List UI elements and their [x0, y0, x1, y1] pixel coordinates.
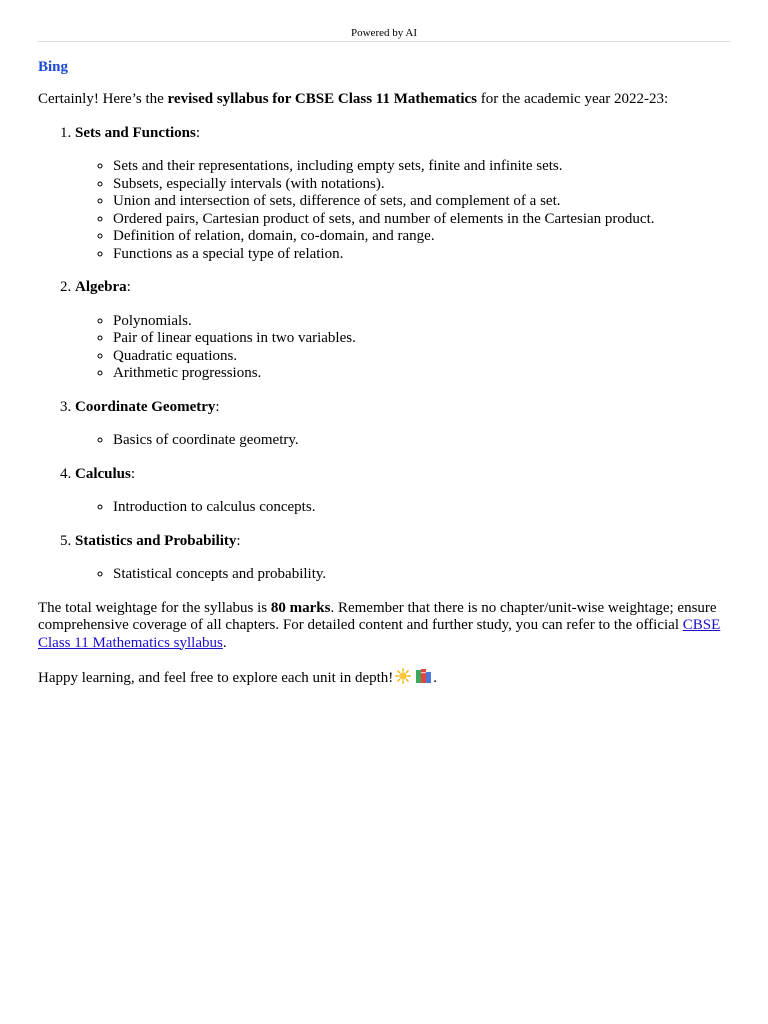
unit-list	[38, 125, 730, 584]
unit-item: 4. Calculus: ◦ Introduction to calculus concepts.	[75, 466, 730, 517]
topic-item: ◦ Statistical concepts and probability.	[113, 566, 730, 584]
closing-end: .	[433, 670, 438, 686]
topic-list	[75, 432, 730, 450]
topic-item: ◦ Polynomials.	[113, 313, 730, 331]
intro-bold: revised syllabus for CBSE Class 11 Mathematics	[167, 91, 478, 107]
unit-item: 2. Algebra: ◦ Polynomials. ◦ Pair of linear equations in two variables. ◦ Quadratic equations. ◦ Arithmetic progressions.	[75, 279, 730, 383]
author-label: Bing	[38, 59, 69, 75]
unit-item: 5. Statistics and Probability: ◦ Statistical concepts and probability.	[75, 533, 730, 584]
unit-item: 3. Coordinate Geometry: ◦ Basics of coordinate geometry.	[75, 399, 730, 450]
intro-paragraph	[38, 91, 730, 109]
topic-item: ◦ Arithmetic progressions.	[113, 365, 730, 383]
unit-item: 1. Sets and Functions: ◦ Sets and their representations, including empty sets, finite and infinite sets. ◦ Subsets, especially intervals (with notations). ◦ Union and intersection of sets, difference of sets, and complement of a set. ◦ Ordered pairs, Cartesian product of sets, and number of elements in the Cartesian product. ◦ Definition of relation, domain, co-domain, and range. ◦ Functions as a special type of relation.	[75, 125, 730, 264]
weightage-marks: 80 marks	[270, 599, 331, 616]
topic-item: ◦ Introduction to calculus concepts.	[113, 499, 730, 517]
topic-list	[75, 313, 730, 383]
topic-item: ◦ Sets and their representations, including empty sets, finite and infinite sets.	[113, 158, 730, 176]
topic-item: ◦ Union and intersection of sets, difference of sets, and complement of a set.	[113, 193, 730, 211]
topic-item: ◦ Subsets, especially intervals (with notations).	[113, 176, 730, 194]
sun-icon	[395, 668, 411, 684]
topic-item: ◦ Functions as a special type of relation.	[113, 246, 730, 264]
intro-text: Certainly! Here’s the	[38, 91, 168, 107]
topic-item: ◦ Ordered pairs, Cartesian product of sets, and number of elements in the Cartesian product.	[113, 211, 730, 229]
topic-list	[75, 158, 730, 263]
powered-by-header: Powered by AI	[38, 26, 730, 42]
weightage-paragraph	[38, 600, 730, 653]
books-icon	[415, 668, 432, 684]
weightage-note: . Remember that there is no chapter/unit-wise weightage; ensure comprehensive coverage of all chapters. For detailed content and further study, you can refer to the official	[38, 599, 717, 633]
topic-item: ◦ Quadratic equations.	[113, 348, 730, 366]
closing-text: Happy learning, and feel free to explore each unit in depth!	[38, 670, 394, 686]
intro-text-end: for the academic year 2022-23:	[477, 91, 669, 107]
unit-title: Sets and Functions	[75, 124, 196, 141]
topic-list	[75, 499, 730, 517]
unit-title: Coordinate Geometry	[75, 398, 216, 415]
topic-item: ◦ Basics of coordinate geometry.	[113, 432, 730, 450]
topic-item: ◦ Definition of relation, domain, co-domain, and range.	[113, 228, 730, 246]
topic-list	[75, 566, 730, 584]
unit-title: Statistics and Probability	[75, 532, 237, 549]
unit-title: Algebra	[75, 279, 127, 295]
message-body	[38, 91, 730, 704]
weightage-end: .	[222, 634, 227, 651]
topic-item: ◦ Pair of linear equations in two variables.	[113, 330, 730, 348]
weightage-text: The total weightage for the syllabus is	[38, 599, 271, 616]
syllabus-link[interactable]: CBSE Class 11 Mathematics syllabus	[38, 617, 721, 651]
unit-title: Calculus	[75, 465, 131, 482]
closing-paragraph	[38, 668, 730, 688]
